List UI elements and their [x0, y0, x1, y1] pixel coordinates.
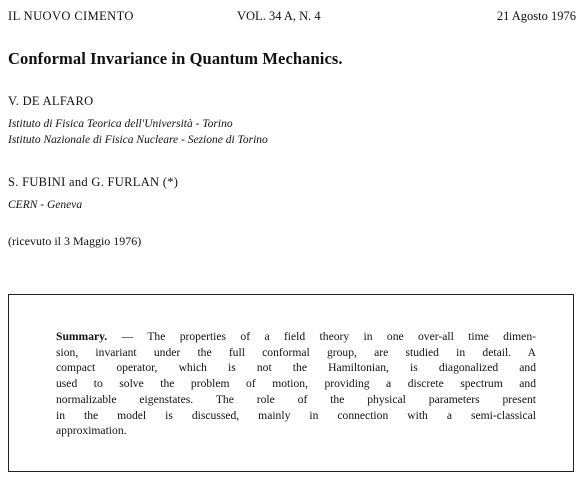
- summary-box: [8, 294, 574, 472]
- author-line-1: V. DE ALFARO: [8, 94, 94, 108]
- received-date: (ricevuto il 3 Maggio 1976): [8, 234, 142, 248]
- summary-line: [56, 329, 536, 345]
- summary-line: used to solve the problem of motion, providing a discrete spectrum and: [56, 377, 536, 391]
- summary-line: normalizable eigenstates. The role of the physical parameters present: [56, 392, 536, 406]
- affiliation-2: Istituto Nazionale di Fisica Nucleare - Sezione di Torino: [8, 134, 268, 146]
- summary-line: in the model is discussed, mainly in connection with a semi-classical: [56, 408, 536, 422]
- publication-date: 21 Agosto 1976: [496, 9, 576, 23]
- journal-header: [8, 9, 576, 27]
- summary-text: [56, 329, 536, 439]
- journal-name: IL NUOVO CIMENTO: [8, 9, 134, 23]
- summary-line-text: — The properties of a field theory in one over-all time dimen-: [107, 330, 536, 343]
- affiliation-1: Istituto di Fisica Teorica dell'Università - Torino: [8, 118, 233, 130]
- summary-line: sion, invariant under the full conformal group, are studied in detail. A: [56, 345, 536, 359]
- affiliation-3: CERN - Geneva: [8, 199, 83, 211]
- volume-number: VOL. 34 A, N. 4: [237, 9, 321, 23]
- summary-line: compact operator, which is not the Hamiltonian, is diagonalized and: [56, 361, 536, 375]
- paper-title: Conformal Invariance in Quantum Mechanics.: [8, 49, 343, 68]
- summary-line: approximation.: [56, 424, 127, 438]
- author-line-2: S. FUBINI and G. FURLAN (*): [8, 175, 179, 189]
- summary-label: Summary.: [56, 330, 108, 343]
